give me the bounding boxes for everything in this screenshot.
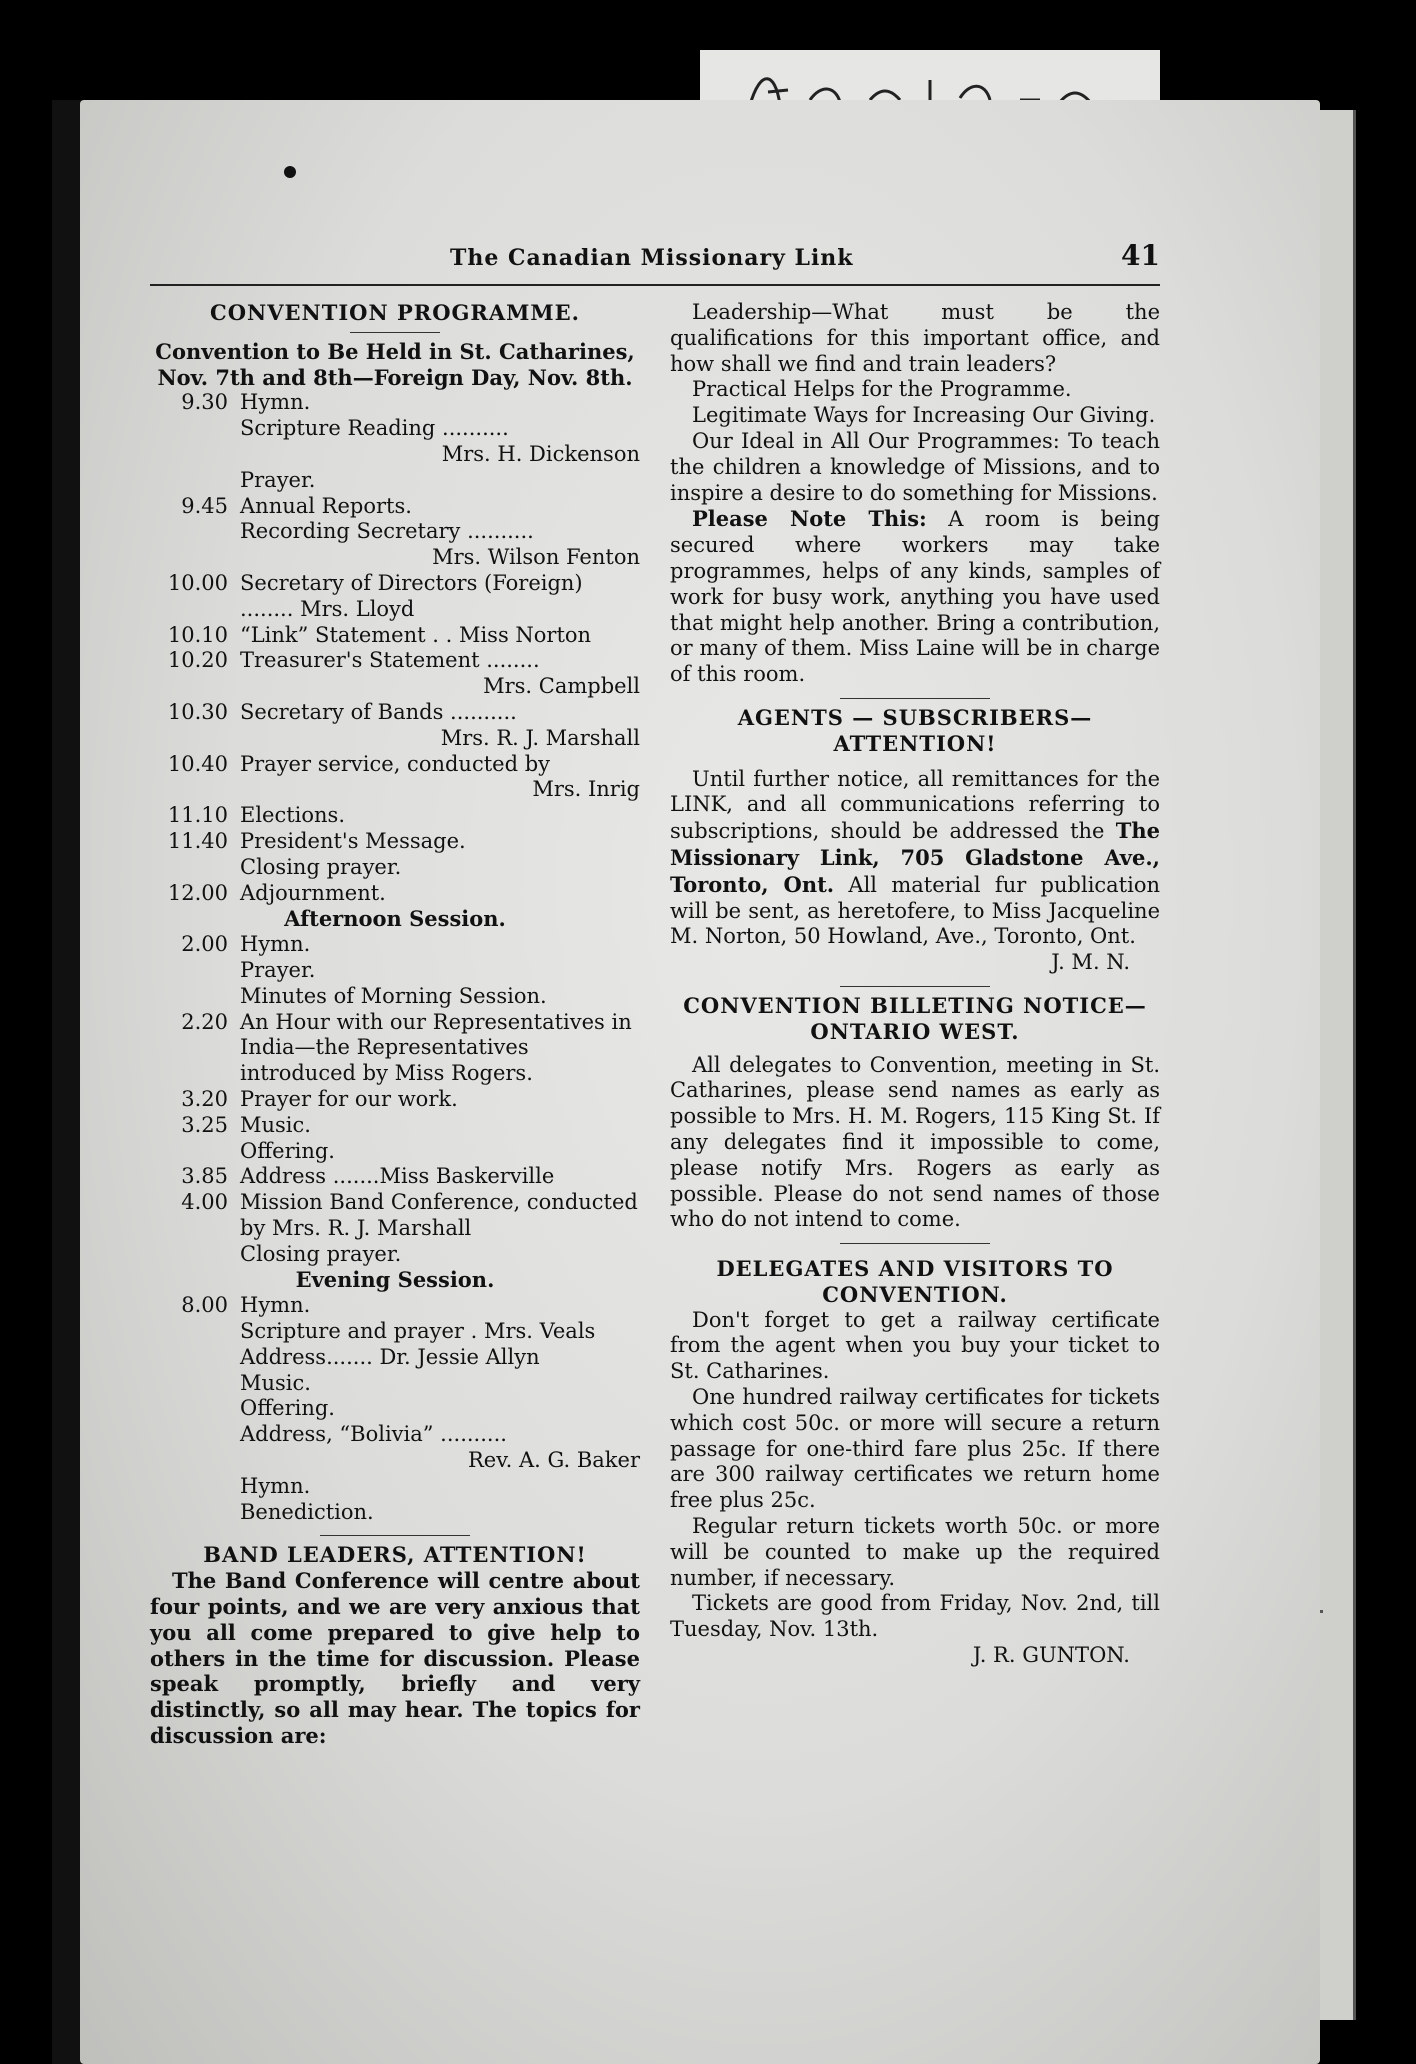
schedule-row (150, 1190, 640, 1242)
afternoon-heading: Afternoon Session. (284, 906, 506, 932)
schedule-row (150, 1087, 640, 1113)
schedule-row (150, 1500, 640, 1526)
delegates-heading: DELEGATES AND VISITORS TO CONVENTION. (716, 1256, 1114, 1307)
schedule-row (150, 958, 640, 984)
header-rule (150, 284, 1160, 286)
schedule-time (150, 855, 240, 881)
delegates-paragraph-return: Regular return tickets worth 50c. or more will be counted to make up the required number, if necessary. (670, 1514, 1160, 1590)
separator (320, 1535, 470, 1536)
schedule-entry: Hymn. (240, 1473, 311, 1498)
schedule-entry: Mission Band Conference, conducted by Mrs. R. J. Marshall (240, 1190, 638, 1240)
schedule-time: 3.25 (181, 1112, 228, 1137)
programme-subheading: Convention to Be Held in St. Catharines, Nov. 7th and 8th—Foreign Day, Nov. 8th. (155, 338, 635, 390)
schedule-time (150, 416, 240, 442)
schedule-entry: Elections. (240, 803, 346, 828)
schedule-row (150, 1474, 640, 1500)
schedule-row (150, 1371, 640, 1397)
schedule-row (150, 442, 640, 468)
schedule-time: 10.40 (167, 751, 228, 776)
schedule-row (150, 1396, 640, 1422)
schedule-entry: “Link” Statement . . Miss Norton (240, 622, 592, 647)
schedule-entry: Offering. (240, 1396, 335, 1421)
schedule-entry: Minutes of Morning Session. (240, 983, 547, 1008)
schedule-entry: Hymn. (240, 932, 311, 957)
schedule-entry: Music. (240, 1112, 311, 1137)
running-title: The Canadian Missionary Link (450, 245, 854, 271)
schedule-time (150, 1448, 240, 1474)
schedule-row (150, 1164, 640, 1190)
schedule-time (150, 777, 240, 803)
schedule-entry: Benediction. (240, 1499, 374, 1524)
schedule-time (150, 726, 240, 752)
schedule-entry: Music. (240, 1370, 311, 1395)
schedule-time (150, 958, 240, 984)
schedule-row (150, 752, 640, 778)
schedule-row (150, 726, 640, 752)
schedule-time (150, 1371, 240, 1397)
ink-dot (284, 166, 296, 178)
schedule-entry: Secretary of Bands .......... (240, 699, 517, 724)
left-column (150, 300, 640, 1749)
schedule-entry: Prayer service, conducted by (240, 751, 551, 776)
schedule-entry: Mrs. Wilson Fenton (432, 545, 640, 570)
delegates-paragraph-dates: Tickets are good from Friday, Nov. 2nd, till Tuesday, Nov. 13th. (670, 1591, 1160, 1642)
schedule-row (150, 494, 640, 520)
schedule-time: 10.20 (167, 648, 228, 673)
schedule-row (150, 1422, 640, 1448)
schedule-row (150, 545, 640, 571)
schedule-time (150, 545, 240, 571)
schedule-time: 10.10 (167, 622, 228, 647)
schedule-entry: President's Message. (240, 828, 466, 853)
right-column (670, 300, 1160, 1669)
schedule-time (150, 984, 240, 1010)
schedule-entry: Prayer for our work. (240, 1086, 458, 1111)
band-leaders-heading: BAND LEADERS, ATTENTION! (203, 1542, 587, 1568)
schedule-time (150, 1474, 240, 1500)
schedule-entry: Secretary of Directors (Foreign) ........ Mrs. Lloyd (240, 570, 583, 621)
programme-heading: CONVENTION PROGRAMME. (210, 300, 580, 325)
page-header (150, 239, 1160, 281)
schedule-row (150, 571, 640, 623)
schedule-time: 12.00 (167, 880, 228, 905)
topic-practical-helps: Practical Helps for the Programme. (692, 377, 1072, 402)
schedule-entry: Closing prayer. (240, 854, 402, 879)
schedule-time: 9.30 (181, 390, 228, 415)
schedule-entry: Hymn. (240, 1293, 311, 1318)
schedule-entry: Mrs. H. Dickenson (441, 441, 640, 466)
schedule-row (150, 1139, 640, 1165)
schedule-row (150, 416, 640, 442)
schedule-entry: Prayer. (240, 957, 316, 982)
page-number: 41 (1121, 239, 1160, 272)
note-paragraph (670, 506, 1160, 688)
schedule-time: 11.10 (167, 803, 228, 828)
schedule-entry: Prayer. (240, 467, 316, 492)
schedule-entry: An Hour with our Representatives in India—the Representatives introduced by Miss Rogers. (240, 1009, 632, 1086)
schedule-time (150, 674, 240, 700)
schedule-time: 10.30 (167, 699, 228, 724)
agents-text-before: Until further notice, all remittances for the LINK, and all communications referring to subscriptions, should be addressed the (670, 766, 1160, 844)
schedule-row (150, 932, 640, 958)
schedule-entry: Closing prayer. (240, 1241, 402, 1266)
schedule-entry: Rev. A. G. Baker (468, 1448, 640, 1473)
schedule-row (150, 984, 640, 1010)
agents-text-after: All material fur publication will be sent, as heretofere, to Miss Jacqueline M. Norton, 50 Howland, Ave., Toronto, Ont. (670, 872, 1161, 949)
schedule-time (150, 468, 240, 494)
schedule-entry: Adjournment. (240, 880, 386, 905)
schedule-time: 10.00 (167, 570, 228, 595)
schedule-entry: Scripture and prayer . Mrs. Veals (240, 1319, 596, 1344)
separator (840, 698, 990, 699)
billeting-heading: CONVENTION BILLETING NOTICE— (683, 992, 1147, 1018)
schedule-time: 9.45 (181, 493, 228, 518)
afternoon-schedule (150, 932, 640, 1267)
schedule-entry: Scripture Reading .......... (240, 416, 509, 441)
schedule-entry: Treasurer's Statement ........ (240, 648, 540, 673)
schedule-row (150, 1448, 640, 1474)
schedule-row (150, 777, 640, 803)
separator (840, 986, 990, 987)
schedule-row (150, 1345, 640, 1371)
schedule-time (150, 519, 240, 545)
agents-heading: AGENTS — SUBSCRIBERS—ATTENTION! (737, 704, 1093, 756)
schedule-time (150, 1345, 240, 1371)
schedule-row (150, 1010, 640, 1087)
schedule-time: 2.20 (181, 1009, 228, 1034)
separator (350, 332, 440, 333)
schedule-row (150, 519, 640, 545)
band-leaders-paragraph: The Band Conference will centre about four points, and we are very anxious that you all come prepared to give help to others in the time for discussion. Please speak promptly, briefly and very distinctly, so all may hear. The topics for discussion are: (150, 1568, 640, 1749)
agents-address: The Missionary Link, 705 Gladstone Ave., Toronto, Ont. (670, 818, 1160, 897)
agents-paragraph (670, 767, 1160, 951)
binding-shadow (52, 100, 82, 2064)
schedule-time (150, 1139, 240, 1165)
schedule-row (150, 700, 640, 726)
evening-heading: Evening Session. (295, 1267, 495, 1293)
schedule-row (150, 623, 640, 649)
schedule-entry: Address, “Bolivia” .......... (240, 1422, 507, 1447)
schedule-entry: Recording Secretary .......... (240, 519, 534, 544)
schedule-time (150, 1319, 240, 1345)
note-text: A room is being secured where workers may take programmes, helps of any kinds, samples of work for busy work, anything you have used that might help another. Bring a contribution, or many of them. Miss Laine will be in charge of this room. (670, 507, 1160, 687)
schedule-row (150, 829, 640, 855)
schedule-entry: Mrs. Campbell (483, 674, 640, 699)
schedule-row (150, 881, 640, 907)
schedule-row (150, 855, 640, 881)
schedule-time: 4.00 (181, 1190, 228, 1215)
agents-signature: J. M. N. (1051, 950, 1130, 975)
schedule-entry: Address....... Dr. Jessie Allyn (240, 1344, 540, 1369)
schedule-entry: Hymn. (240, 390, 311, 415)
schedule-time (150, 1422, 240, 1448)
billeting-heading-region: ONTARIO WEST. (810, 1018, 1020, 1044)
billeting-paragraph: All delegates to Convention, meeting in St. Catharines, please send names as early as possible to Mrs. H. M. Rogers, 115 King St. If any delegates find it impossible to come, please notify Mrs. Rogers as early as possible. Please do not send names of those who do not intend to come. (670, 1052, 1160, 1232)
schedule-row (150, 1293, 640, 1319)
schedule-time: 3.20 (181, 1086, 228, 1111)
schedule-row (150, 803, 640, 829)
schedule-row (150, 648, 640, 674)
note-label: Please Note This: (692, 506, 927, 532)
schedule-entry: Annual Reports. (240, 493, 412, 518)
schedule-time (150, 442, 240, 468)
schedule-time: 3.85 (181, 1164, 228, 1189)
schedule-row (150, 1113, 640, 1139)
schedule-entry: Mrs. Inrig (532, 777, 640, 802)
delegates-paragraph-fares: One hundred railway certificates for tickets which cost 50c. or more will secure a return passage for one-third fare plus 25c. If there are 300 railway certificates we return home free plus 25c. (670, 1385, 1160, 1513)
separator (840, 1243, 990, 1244)
topic-leadership: Leadership—What must be the qualifications for this important office, and how shall we find and train leaders? (670, 300, 1160, 376)
schedule-time: 2.00 (181, 932, 228, 957)
schedule-row (150, 1242, 640, 1268)
topic-ideal: Our Ideal in All Our Programmes: To teach the children a knowledge of Missions, and to inspire a desire to do something for Missions. (670, 428, 1160, 505)
morning-schedule (150, 390, 640, 906)
schedule-entry: Offering. (240, 1138, 335, 1163)
topic-giving: Legitimate Ways for Increasing Our Giving. (692, 403, 1156, 428)
schedule-time (150, 1242, 240, 1268)
schedule-time (150, 1500, 240, 1526)
schedule-row (150, 674, 640, 700)
schedule-row (150, 468, 640, 494)
delegates-signature: J. R. GUNTON. (972, 1643, 1130, 1668)
schedule-entry: Address .......Miss Baskerville (240, 1164, 555, 1189)
schedule-time (150, 1396, 240, 1422)
schedule-entry: Mrs. R. J. Marshall (440, 725, 640, 750)
evening-schedule (150, 1293, 640, 1525)
schedule-time: 11.40 (167, 828, 228, 853)
schedule-row (150, 390, 640, 416)
schedule-time: 8.00 (181, 1293, 228, 1318)
delegates-paragraph-certificate: Don't forget to get a railway certificate from the agent when you buy your ticket to St. Catharines. (670, 1307, 1160, 1384)
schedule-row (150, 1319, 640, 1345)
